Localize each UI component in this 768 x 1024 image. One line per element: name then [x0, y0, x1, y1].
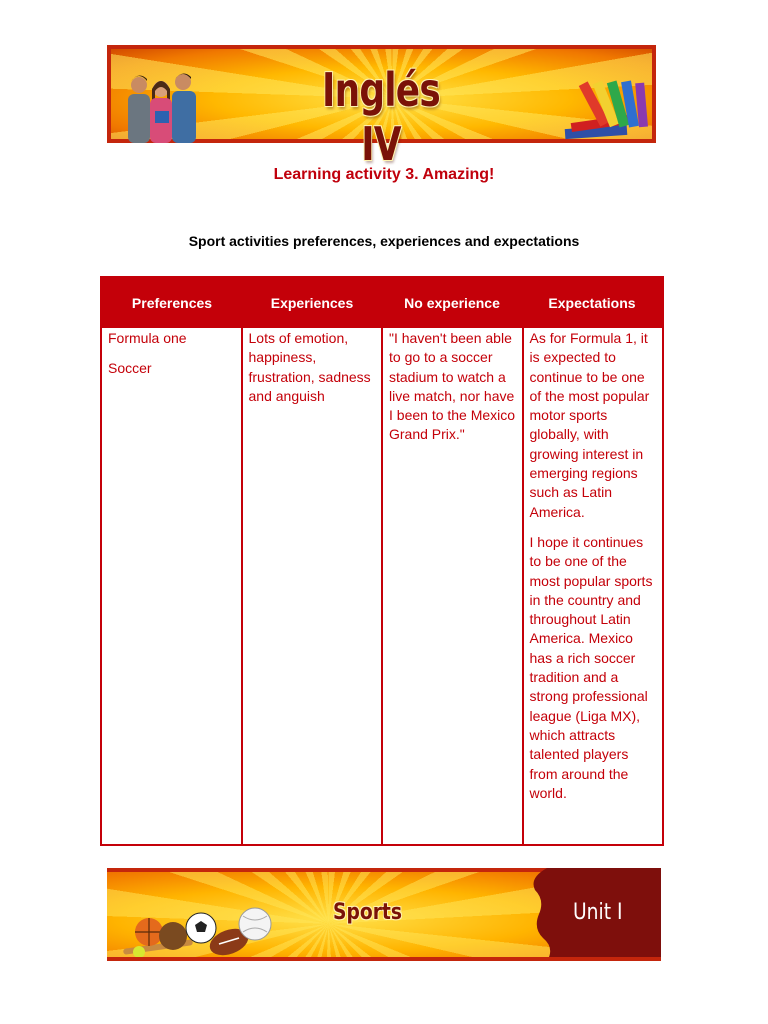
- header-no-experience: No experience: [404, 295, 500, 311]
- header-banner: [107, 45, 656, 171]
- header-preferences: Preferences: [131, 295, 213, 311]
- expectation-paragraph: As for Formula 1, it is expected to continue to be one of the most popular motor sports globally, with growing interest in emerging regions such as Latin America.: [529, 330, 650, 520]
- students-illustration: [119, 67, 203, 143]
- activity-title: Learning activity 3. Amazing!: [273, 166, 495, 183]
- course-title: Inglés IV: [322, 63, 440, 171]
- unit-label: Unit I: [573, 900, 623, 925]
- books-icon: [559, 79, 655, 143]
- sports-table: [100, 276, 664, 846]
- cell-expectations: [524, 328, 663, 844]
- header-experiences: Experiences: [270, 295, 354, 311]
- header-expectations: Expectations: [548, 295, 636, 311]
- experiences-text: Lots of emotion, happiness, frustration, sadness and anguish: [248, 330, 371, 404]
- footer-banner: [107, 868, 661, 961]
- no-experience-text: "I haven't been able to go to a soccer stadium to watch a live match, nor have I been to the Mexico Grand Prix.": [389, 330, 516, 443]
- cell-no-experience: [383, 328, 524, 844]
- cell-experiences: [243, 328, 384, 844]
- expectation-paragraph: I hope it continues to be one of the most popular sports in the country and throughout Latin America. Mexico has a rich soccer tradition and a strong professional league (Liga MX), which attracts talented players from around the world.: [529, 533, 653, 801]
- cell-preferences: [102, 328, 243, 844]
- preference-item: Formula one: [108, 330, 187, 346]
- preference-item: Soccer: [108, 360, 152, 377]
- table-header-row: [102, 278, 662, 328]
- section-label: Sports: [333, 900, 402, 925]
- table-body-row: [102, 328, 662, 844]
- sports-balls-illustration: [121, 904, 281, 960]
- activity-subtitle: Sport activities preferences, experiences and expectations: [188, 233, 580, 249]
